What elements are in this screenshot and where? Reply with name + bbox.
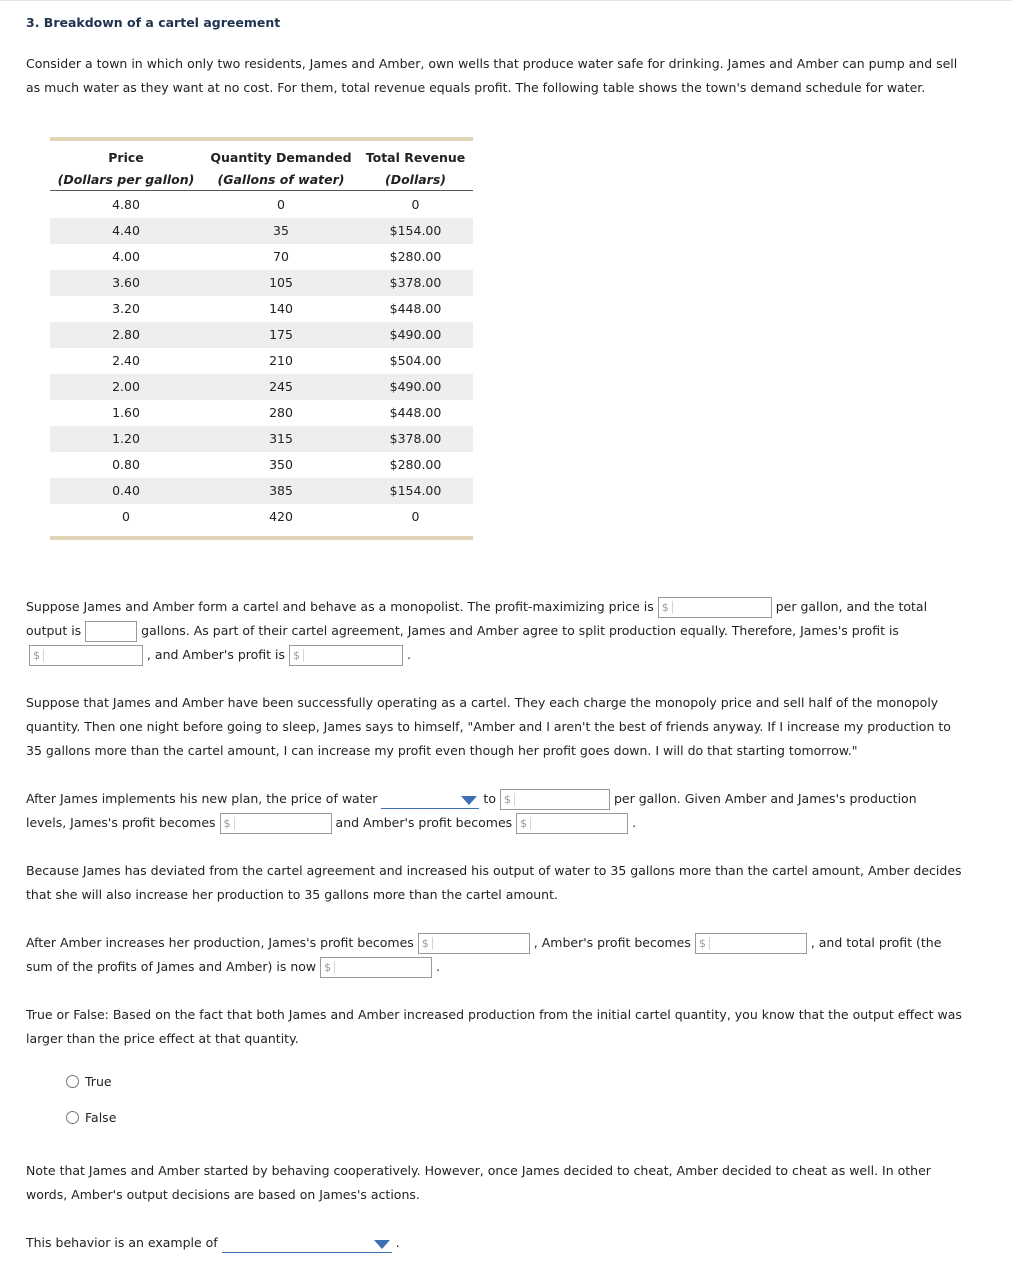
quantity-cell: 175 — [269, 327, 293, 342]
table-row — [50, 478, 473, 504]
radio-false[interactable]: False — [66, 1109, 116, 1125]
revenue-cell: $448.00 — [389, 301, 442, 316]
q2-line-1: After James implements his new plan, the price of water to $ per gallon. Given Amber and James's production — [26, 787, 917, 811]
revenue-cell: 0 — [411, 509, 420, 524]
table-bottom-rule — [50, 536, 473, 540]
price-cell: 0.40 — [112, 483, 140, 498]
revenue-cell: $280.00 — [389, 457, 442, 472]
quantity-cell: 385 — [269, 483, 293, 498]
price-cell: 3.60 — [112, 275, 140, 290]
radio-true[interactable]: True — [66, 1073, 112, 1089]
scenario-line-1: Suppose that James and Amber have been successfully operating as a cartel. They each charge the monopoly price and sell half of the monopoly — [26, 695, 939, 710]
price-cell: 4.00 — [112, 249, 140, 264]
table-row — [50, 348, 473, 374]
radio-circle-icon[interactable] — [66, 1075, 79, 1088]
new-price-input[interactable]: $ — [500, 789, 610, 810]
deviation-line-2: that she will also increase her production to 35 gallons more than the cartel amount. — [26, 887, 558, 902]
question-title: 3. Breakdown of a cartel agreement — [26, 15, 281, 30]
table-row — [50, 426, 473, 452]
amber-final-profit-input[interactable]: $ — [695, 933, 807, 954]
q3-line-2: sum of the profits of James and Amber) is now $ . — [26, 955, 440, 979]
chevron-down-icon — [374, 1240, 390, 1249]
james-final-profit-input[interactable]: $ — [418, 933, 530, 954]
james-deviation-profit-input[interactable]: $ — [220, 813, 332, 834]
quantity-cell: 420 — [269, 509, 293, 524]
radio-circle-icon[interactable] — [66, 1111, 79, 1124]
quantity-cell: 210 — [269, 353, 293, 368]
revenue-cell: $154.00 — [389, 483, 442, 498]
price-cell: 2.80 — [112, 327, 140, 342]
monopoly-price-input[interactable]: $ — [658, 597, 772, 618]
price-cell: 1.20 — [112, 431, 140, 446]
quantity-cell: 35 — [273, 223, 289, 238]
price-cell: 2.40 — [112, 353, 140, 368]
table-row — [50, 400, 473, 426]
table-row — [50, 504, 473, 530]
q1-line-2: output is gallons. As part of their cartel agreement, James and Amber agree to split production equally. Therefore, James's profit is — [26, 619, 899, 643]
total-output-input[interactable] — [85, 621, 137, 642]
revenue-cell: $504.00 — [389, 353, 442, 368]
revenue-cell: $490.00 — [389, 379, 442, 394]
price-cell: 4.80 — [112, 197, 140, 212]
note-line-1: Note that James and Amber started by behaving cooperatively. However, once James decided to cheat, Amber decided to cheat as well. In other — [26, 1163, 931, 1178]
price-cell: 0.80 — [112, 457, 140, 472]
table-header — [50, 147, 473, 191]
quantity-cell: 280 — [269, 405, 293, 420]
quantity-cell: 70 — [273, 249, 289, 264]
table-row — [50, 322, 473, 348]
revenue-cell: $280.00 — [389, 249, 442, 264]
revenue-cell: $378.00 — [389, 275, 442, 290]
q5-line: This behavior is an example of . — [26, 1231, 400, 1255]
price-cell: 2.00 — [112, 379, 140, 394]
intro-line-1: Consider a town in which only two residents, James and Amber, own wells that produce water safe for drinking. James and Amber can pump and sell — [26, 56, 958, 71]
q2-line-2: levels, James's profit becomes $ and Amber's profit becomes $ . — [26, 811, 636, 835]
table-row — [50, 452, 473, 478]
scenario-line-3: 35 gallons more than the cartel amount, I can increase my profit even though her profit goes down. I will do that starting tomorrow." — [26, 743, 858, 758]
header-price: Price (Dollars per gallon) — [57, 150, 195, 187]
revenue-cell: $154.00 — [389, 223, 442, 238]
revenue-cell: $448.00 — [389, 405, 442, 420]
quantity-cell: 140 — [269, 301, 293, 316]
q4-line-2: larger than the price effect at that quantity. — [26, 1031, 299, 1046]
q4-line-1: True or False: Based on the fact that both James and Amber increased production from the initial cartel quantity, you know that the output effect was — [26, 1007, 962, 1022]
quantity-cell: 350 — [269, 457, 293, 472]
q1-line-1: Suppose James and Amber form a cartel and behave as a monopolist. The profit-maximizing price is $ per gallon, and the total — [26, 595, 927, 619]
price-change-dropdown[interactable] — [381, 791, 479, 809]
table-top-rule — [50, 137, 473, 141]
q3-line-1: After Amber increases her production, James's profit becomes $ , Amber's profit becomes $ , and total profit (the — [26, 931, 941, 955]
price-cell: 3.20 — [112, 301, 140, 316]
price-cell: 4.40 — [112, 223, 140, 238]
intro-line-2: as much water as they want at no cost. For them, total revenue equals profit. The following table shows the town's demand schedule for water. — [26, 80, 926, 95]
quantity-cell: 315 — [269, 431, 293, 446]
price-cell: 1.60 — [112, 405, 140, 420]
revenue-cell: $378.00 — [389, 431, 442, 446]
scenario-line-2: quantity. Then one night before going to sleep, James says to himself, "Amber and I aren't the best of friends anyway. If I increase my production to — [26, 719, 951, 734]
behavior-type-dropdown[interactable] — [222, 1235, 392, 1253]
header-quantity: Quantity Demanded (Gallons of water) — [210, 150, 352, 187]
table-row — [50, 218, 473, 244]
quantity-cell: 105 — [269, 275, 293, 290]
quantity-cell: 0 — [277, 197, 285, 212]
chevron-down-icon — [461, 796, 477, 805]
demand-table-body — [50, 192, 473, 530]
table-row — [50, 244, 473, 270]
table-row — [50, 296, 473, 322]
revenue-cell: 0 — [411, 197, 420, 212]
james-cartel-profit-input[interactable]: $ — [29, 645, 143, 666]
top-divider — [0, 0, 1012, 1]
price-cell: 0 — [122, 509, 130, 524]
header-revenue: Total Revenue (Dollars) — [365, 150, 466, 187]
amber-cartel-profit-input[interactable]: $ — [289, 645, 403, 666]
amber-deviation-profit-input[interactable]: $ — [516, 813, 628, 834]
table-row — [50, 374, 473, 400]
revenue-cell: $490.00 — [389, 327, 442, 342]
table-row — [50, 270, 473, 296]
quantity-cell: 245 — [269, 379, 293, 394]
q1-line-3: $ , and Amber's profit is $ . — [29, 643, 411, 667]
table-row — [50, 192, 473, 218]
total-profit-input[interactable]: $ — [320, 957, 432, 978]
deviation-line-1: Because James has deviated from the cartel agreement and increased his output of water to 35 gallons more than the cartel amount, Amber decides — [26, 863, 962, 878]
note-line-2: words, Amber's output decisions are based on James's actions. — [26, 1187, 420, 1202]
